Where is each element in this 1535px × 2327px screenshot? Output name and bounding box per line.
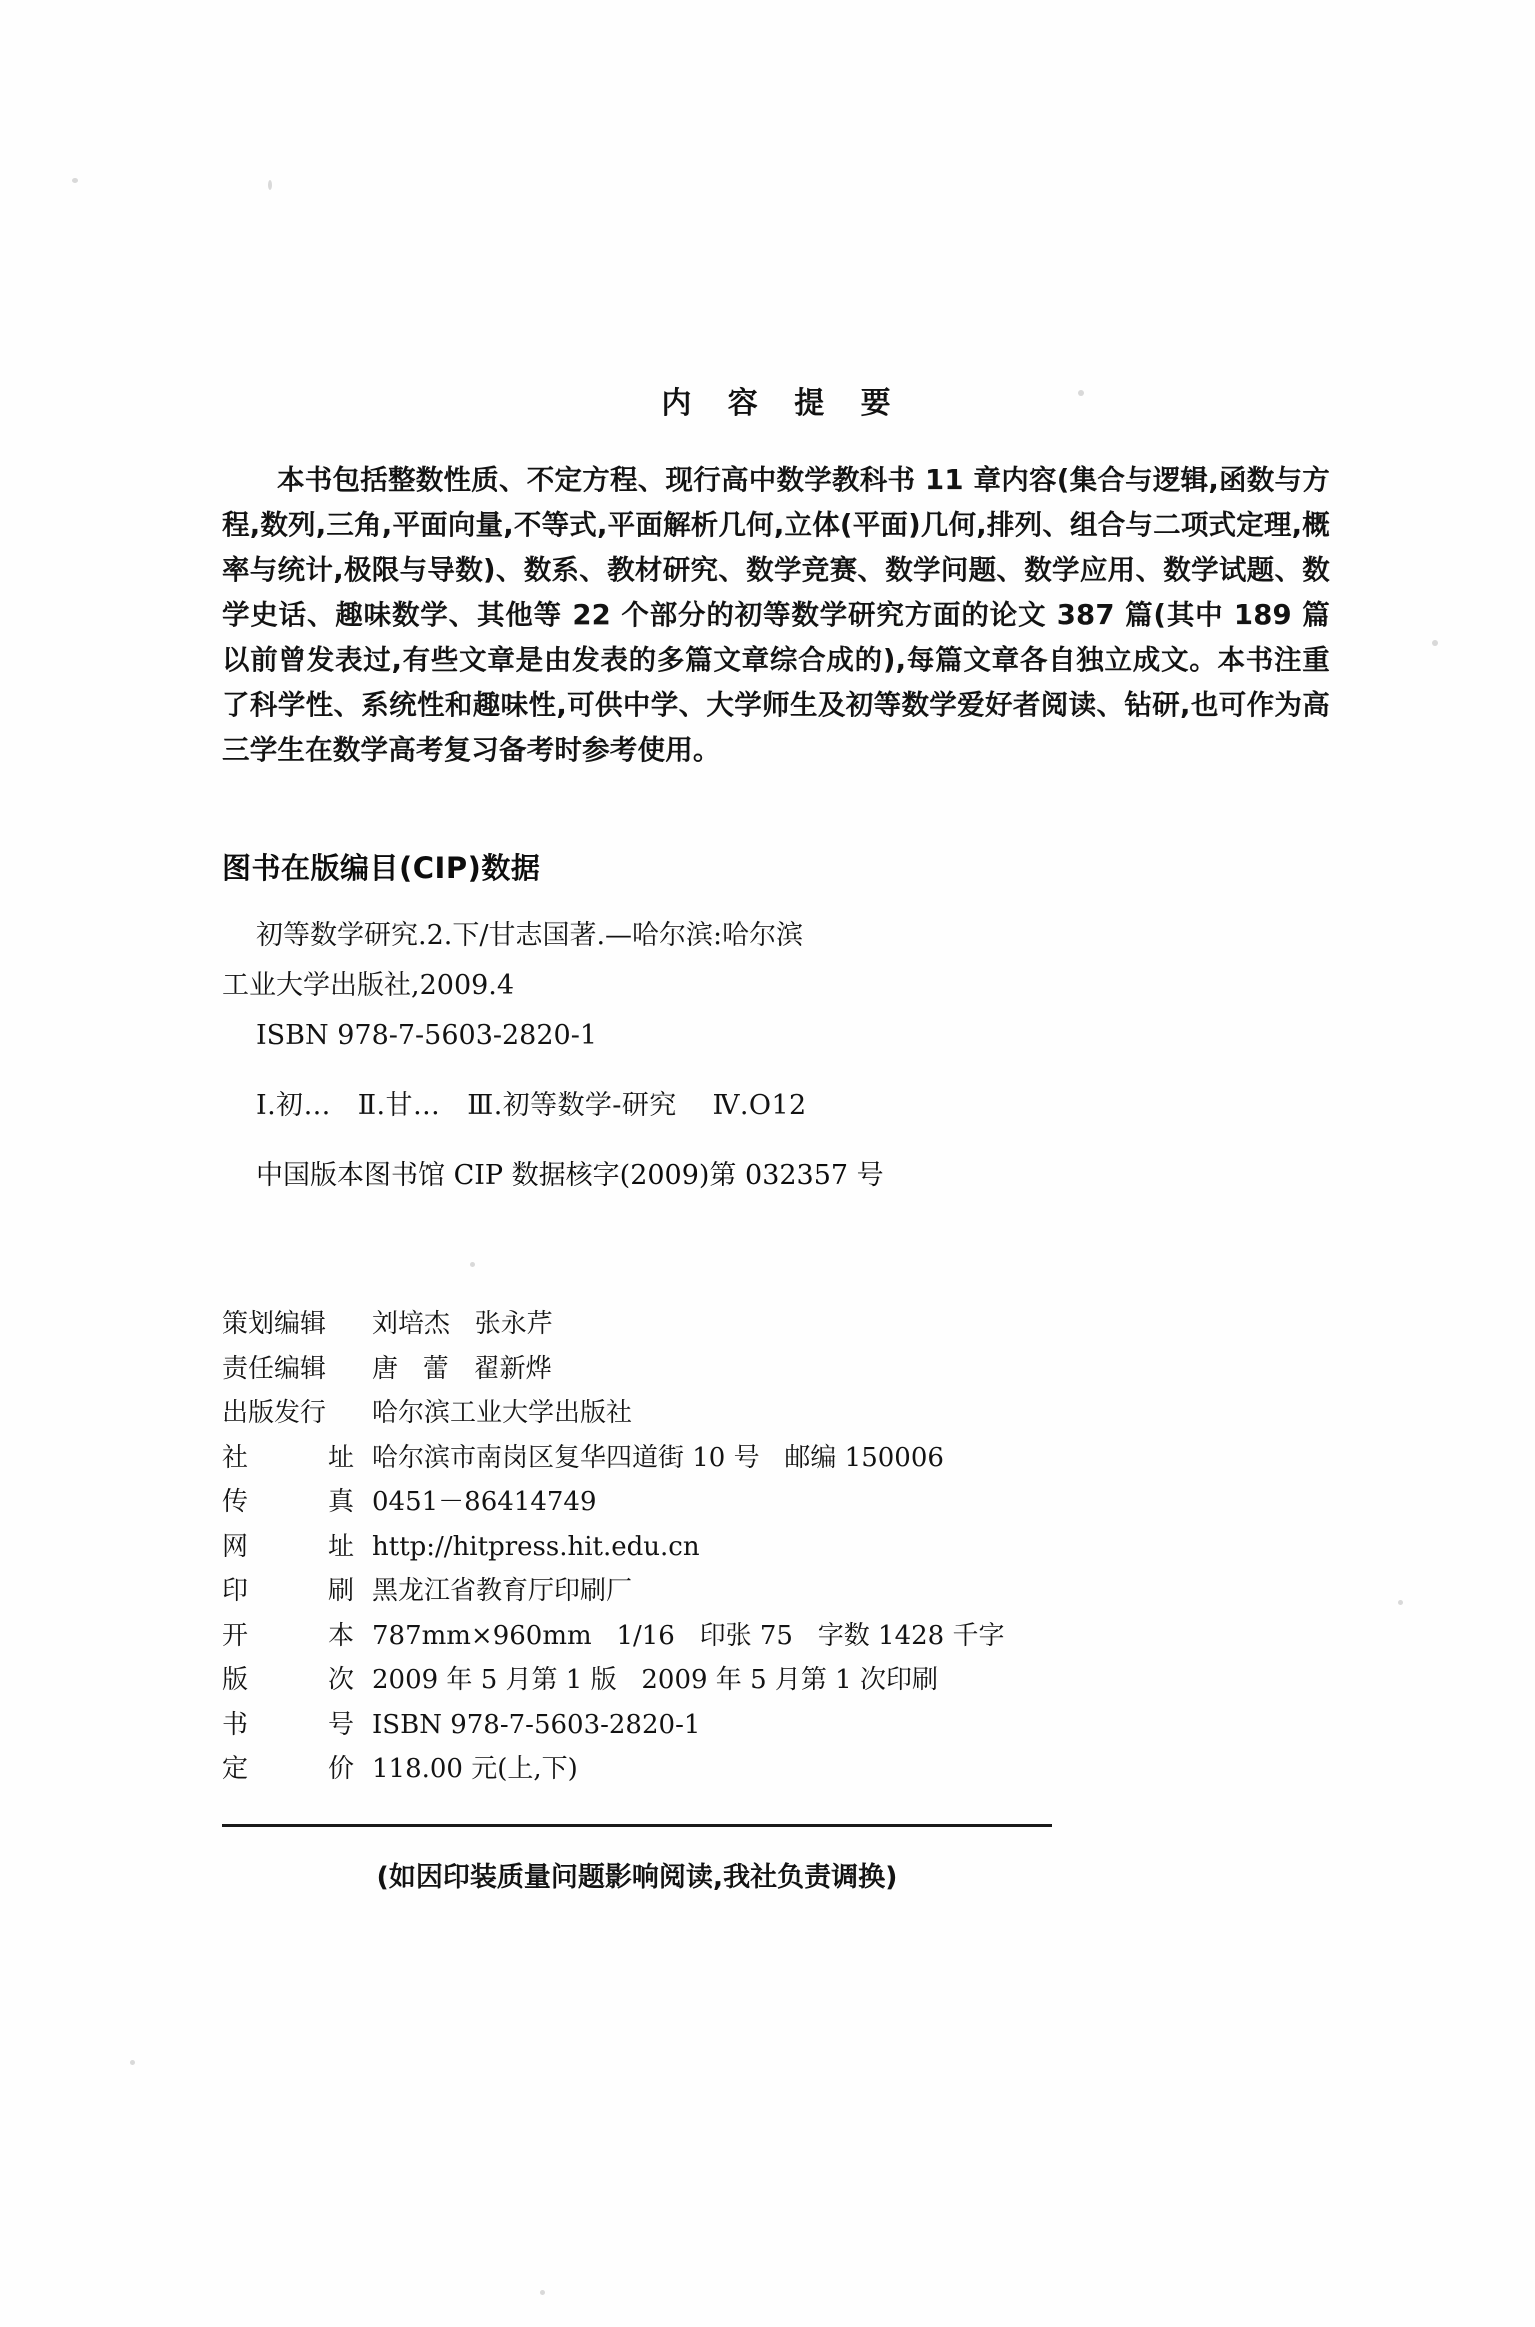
imprint-row-value: 787mm×960mm 1/16 印张 75 字数 1428 千字: [372, 1620, 1005, 1651]
scan-speck: [72, 178, 78, 183]
imprint-label-char: 网: [222, 1531, 249, 1562]
imprint-row-value: ISBN 978-7-5603-2820-1: [372, 1709, 701, 1740]
page-content: [222, 0, 1330, 1894]
scan-speck: [1432, 640, 1438, 646]
imprint-row-value: 哈尔滨市南岗区复华四道街 10 号 邮编 150006: [372, 1442, 944, 1473]
cip-heading: 图书在版编目(CIP)数据: [222, 851, 541, 885]
imprint-row-label: 策划编辑: [222, 1309, 327, 1339]
imprint-row-label: 责任编辑: [222, 1353, 327, 1384]
imprint-row: [222, 1525, 1330, 1570]
imprint-row-label: 出版发行: [222, 1398, 327, 1428]
imprint-label-char: 次: [327, 1665, 354, 1695]
imprint-label-char: 本: [327, 1620, 354, 1651]
summary-body: [222, 458, 1330, 773]
cip-block: [222, 911, 1330, 1131]
imprint-row: [222, 1747, 1330, 1792]
cip-title-line-1: 初等数学研究.2.下/甘志国著.—哈尔滨:哈尔滨: [256, 920, 804, 951]
imprint-label-char: 社: [222, 1442, 249, 1473]
imprint-divider: [222, 1824, 1052, 1827]
imprint-row-value: 118.00 元(上,下): [372, 1754, 578, 1784]
footer-note: (如因印装质量问题影响阅读,我社负责调换): [376, 1861, 898, 1893]
cip-isbn-line: ISBN 978-7-5603-2820-1: [256, 1020, 598, 1051]
imprint-row-value: http://hitpress.hit.edu.cn: [372, 1531, 700, 1562]
imprint-row: [222, 1391, 1330, 1436]
imprint-row-label: [222, 1614, 372, 1659]
imprint-row-label: [222, 1658, 372, 1703]
imprint-row-label: [222, 1569, 372, 1614]
scan-speck: [540, 2290, 545, 2295]
imprint-label-char: 开: [222, 1620, 249, 1651]
cip-national-library-line: 中国版本图书馆 CIP 数据核字(2009)第 032357 号: [256, 1160, 884, 1191]
imprint-label-char: 真: [327, 1487, 354, 1517]
imprint-row: [222, 1480, 1330, 1525]
imprint-row: [222, 1658, 1330, 1703]
imprint-row-label: [222, 1525, 372, 1570]
imprint-row: [222, 1436, 1330, 1481]
imprint-label-char: 址: [327, 1531, 354, 1562]
summary-heading: 内 容 提 要: [661, 386, 904, 421]
imprint-row: [222, 1614, 1330, 1659]
imprint-row-value: 哈尔滨工业大学出版社: [372, 1398, 633, 1428]
imprint-label-char: 书: [222, 1709, 249, 1740]
cip-title-line-2: 工业大学出版社,2009.4: [222, 970, 515, 1001]
imprint-label-char: 价: [327, 1754, 354, 1784]
imprint-label-char: 传: [222, 1487, 249, 1517]
summary-paragraph: 本书包括整数性质、不定方程、现行高中数学教科书 11 章内容(集合与逻辑,函数与方程,数列,三角,平面向量,不等式,平面解析几何,立体(平面)几何,排列、组合与二项式定理,概率与统计,极限与导数)、数系、教材研究、数学竞赛、数学问题、数学应用、数学试题、数学史话、趣味数学、其他等 22 个部分的初等数学研究方面的论文 387 篇(其中 189 篇以前曾发表过,有些文章是由发表的多篇文章综合成的),每篇文章各自独立成文。本书注重了科学性、系统性和趣味性,可供中学、大学师生及初等数学爱好者阅读、钻研,也可作为高三学生在数学高考复习备考时参考使用。: [222, 464, 1330, 766]
imprint-row-label: [222, 1480, 372, 1525]
imprint-label-char: 号: [327, 1709, 354, 1740]
imprint-row: [222, 1569, 1330, 1614]
imprint-label-char: 定: [222, 1754, 249, 1784]
imprint-row-value: 黑龙江省教育厅印刷厂: [372, 1576, 633, 1606]
imprint-row-value: 刘培杰 张永芹: [372, 1309, 553, 1339]
cip-classification-line: Ⅰ.初… Ⅱ.甘… Ⅲ.初等数学-研究 Ⅳ.O12: [256, 1090, 807, 1121]
imprint-row-label: [222, 1747, 372, 1792]
scan-speck: [130, 2060, 135, 2065]
imprint-row-value: 0451－86414749: [372, 1487, 597, 1517]
imprint-row: [222, 1302, 1330, 1347]
imprint-row-value: 2009 年 5 月第 1 版 2009 年 5 月第 1 次印刷: [372, 1665, 938, 1695]
imprint-table: [222, 1302, 1330, 1792]
imprint-row: [222, 1703, 1330, 1748]
imprint-row-label: [222, 1703, 372, 1748]
imprint-label-char: 址: [327, 1442, 354, 1473]
imprint-row: [222, 1347, 1330, 1392]
imprint-label-char: 印: [222, 1576, 249, 1606]
imprint-row-value: 唐 蕾 翟新烨: [372, 1353, 552, 1384]
imprint-row-label: [222, 1436, 372, 1481]
scan-speck: [1398, 1600, 1403, 1605]
imprint-label-char: 版: [222, 1665, 249, 1695]
imprint-label-char: 刷: [327, 1576, 354, 1606]
